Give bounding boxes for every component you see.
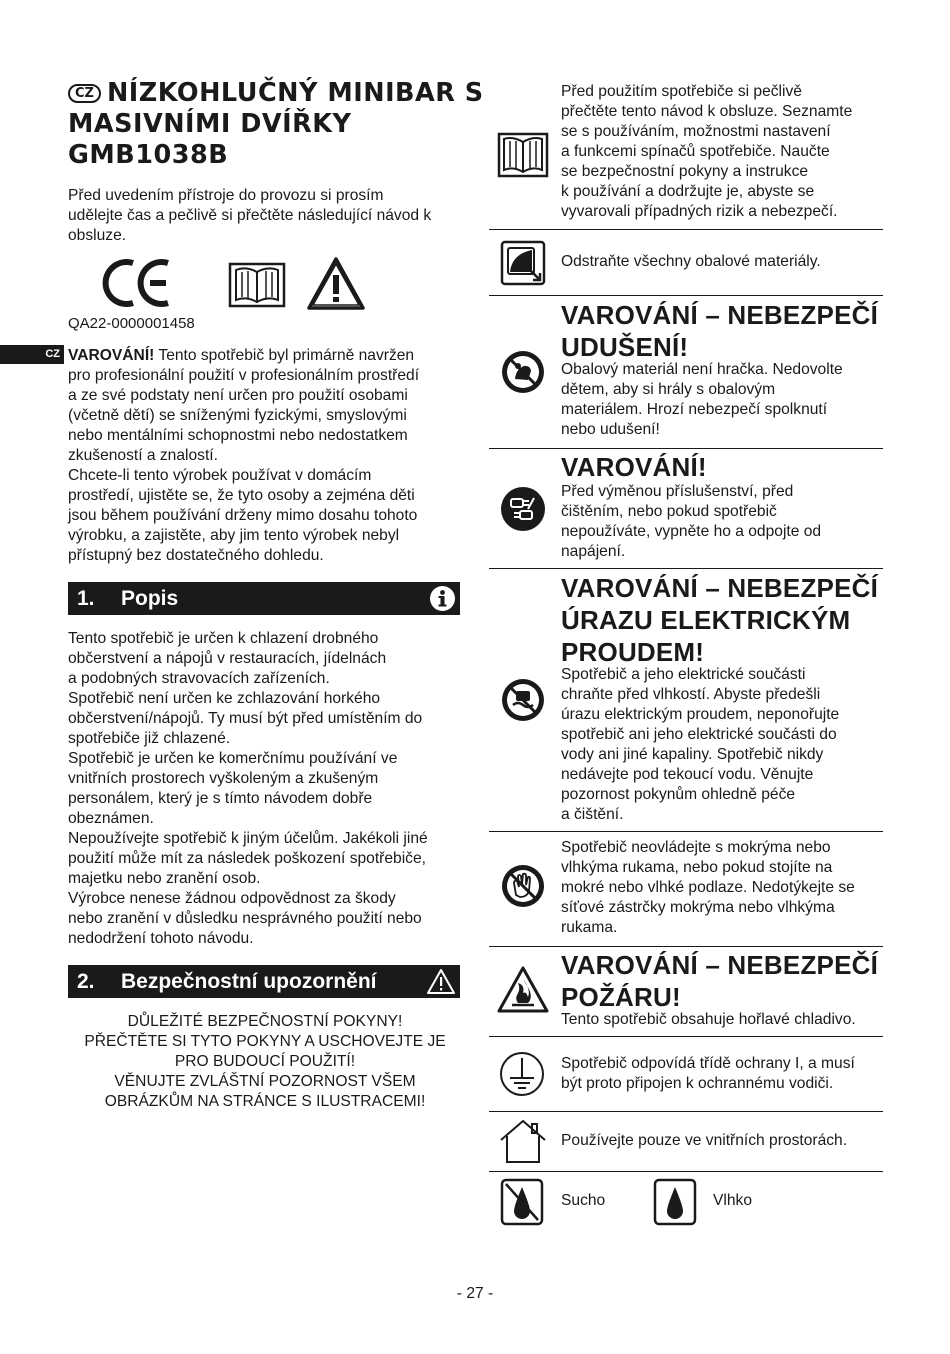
page-number: - 27 - xyxy=(456,1285,494,1302)
divider xyxy=(489,1111,883,1112)
document-code: QA22-0000001458 xyxy=(68,315,195,332)
unplug-text: Před výměnou příslušenství, před čištěním, nebo pokud spotřebič nepoužíváte, vypněte ho a odpojte od napájení. xyxy=(561,483,822,560)
ground-icon xyxy=(499,1051,545,1097)
wet-label: Vlhko xyxy=(713,1192,753,1209)
divider xyxy=(489,1171,883,1172)
section-1-body: Tento spotřebič je určen k chlazení drobného občerstvení a nápojů v restauracích, jídelnách a podobných stravovacích zařízeních. Spotřebič není určen ke zchlazování horkého občerstvení/nápojů. Ty musí být před umístěním do spotřebiče již chlazené. Spotřebič je určen ke komerčnímu používání ve vnitřních prostorech vyškoleným a zkušeným personálem, který je s tímto návodem dobře obeznámen. Nepoužívejte spotřebič k jiným účelům. Jakékoli jiné použití může mít za následek poškození spotřebiče, majetku nebo zranění osob. Výrobce nenese žádnou odpovědnost za škody nebo zranění v důsledku nesprávného použití nebo nedodržení tohoto návodu. xyxy=(68,630,428,947)
info-icon xyxy=(429,585,456,612)
divider xyxy=(489,1036,883,1037)
warning-first-line: Tento spotřebič byl primárně navržen xyxy=(154,347,415,364)
remove-packaging-icon xyxy=(500,240,546,286)
suffocation-text: Obalový materiál není hračka. Nedovolte dětem, aby si hrály s obalovým materiálem. Hrozí nebezpečí spolknutí nebo udušení! xyxy=(561,361,843,438)
warning-triangle-icon xyxy=(306,256,366,312)
suffocation-heading: VAROVÁNÍ – NEBEZPEČÍ UDUŠENÍ! xyxy=(561,300,879,362)
no-children-packaging-icon xyxy=(500,349,546,395)
wet-hands-text: Spotřebič neovládejte s mokrýma nebo vlhkýma rukama, nebo pokud stojíte na mokré nebo vlhké podlaze. Nedotýkejte se síťové zástrčky mokrýma nebo vlhkýma rukama. xyxy=(561,839,855,936)
indoor-use-icon xyxy=(497,1118,549,1164)
no-water-immersion-icon xyxy=(500,677,546,723)
unplug-heading: VAROVÁNÍ! xyxy=(561,452,707,482)
flammable-icon xyxy=(496,965,550,1015)
indoor-text: Používejte pouze ve vnitřních prostorách. xyxy=(561,1132,848,1149)
divider xyxy=(489,568,883,569)
section-1-number: 1. xyxy=(77,587,95,610)
packaging-text: Odstraňte všechny obalové materiály. xyxy=(561,253,821,270)
left-warning xyxy=(68,346,468,566)
intro-text: Před uvedením přístroje do provozu si prosím udělejte čas a pečlivě si přečtěte následující návod k obsluze. xyxy=(68,187,432,244)
electric-heading: VAROVÁNÍ – NEBEZPEČÍ ÚRAZU ELEKTRICKÝM PROUDEM! xyxy=(561,573,879,667)
section-1-header xyxy=(68,582,460,615)
manual-icon xyxy=(228,262,286,308)
manual-icon xyxy=(497,132,549,178)
ground-text: Spotřebič odpovídá třídě ochrany I, a musí být proto připojen k ochrannému vodiči. xyxy=(561,1055,855,1092)
ce-mark-icon xyxy=(100,258,176,308)
title-text: NÍZKOHLUČNÝ MINIBAR S MASIVNÍMI DVÍŘKY GMB1038B xyxy=(68,78,484,170)
section-2-number: 2. xyxy=(77,970,95,993)
divider xyxy=(489,448,883,449)
warning-outline-icon xyxy=(426,968,456,995)
fire-heading: VAROVÁNÍ – NEBEZPEČÍ POŽÁRU! xyxy=(561,950,879,1012)
fire-text: Tento spotřebič obsahuje hořlavé chladivo. xyxy=(561,1011,856,1028)
safety-notice: DŮLEŽITÉ BEZPEČNOSTNÍ POKYNY! PŘEČTĚTE SI TYTO POKYNY A USCHOVEJTE JE PRO BUDOUCÍ POUŽITÍ! VĚNUJTE ZVLÁŠTNÍ POZORNOST VŠEM OBRÁZKŮM NA STRÁNCE S ILUSTRACEMI! xyxy=(84,1013,446,1110)
page-title xyxy=(68,78,484,171)
dry-label: Sucho xyxy=(561,1192,606,1209)
divider xyxy=(489,295,883,296)
divider xyxy=(489,831,883,832)
warning-body: pro profesionální použití v profesionálním prostředí a ze své podstaty není určen pro použití osobami (včetně dětí) se sníženými fyzickými, smyslovými nebo mentálními schopnostmi nebo nedostatkem zkušeností a znalostí. Chcete-li tento výrobek používat v domácím prostředí, ujistěte se, že tyto osoby a zejména děti jsou během používání drženy mimo dosahu tohoto výrobku, a zajistěte, aby jim tento výrobek nebyl přístupný bez dostatečného dohledu. xyxy=(68,367,420,564)
language-badge: CZ xyxy=(68,84,101,103)
divider xyxy=(489,229,883,230)
no-wet-hands-icon xyxy=(500,863,546,909)
side-language-tab: CZ xyxy=(0,345,64,364)
section-2-header xyxy=(68,965,460,998)
warning-label: VAROVÁNÍ! xyxy=(68,347,155,364)
divider xyxy=(489,946,883,947)
unplug-icon xyxy=(500,486,546,532)
electric-text: Spotřebič a jeho elektrické součásti chraňte před vlhkostí. Abyste předešli úrazu elektrickým proudem, neponořujte spotřebič ani jeho elektrické součásti do vody ani jiné kapaliny. Spotřebič nikdy nedávejte pod tekoucí vodu. Věnujte pozornost pokynům ohledně péče a čištění. xyxy=(561,666,840,823)
section-1-title: Popis xyxy=(121,587,179,610)
dry-environment-icon xyxy=(500,1178,544,1226)
wet-environment-icon xyxy=(653,1178,697,1226)
read-manual-text: Před použitím spotřebiče si pečlivě přečtěte tento návod k obsluze. Seznamte se s používáním, možnostmi nastavení a funkcemi spínačů spotřebiče. Naučte se bezpečnostní pokyny a instrukce k používání a dodržujte je, abyste se vyvarovali případných rizik a nebezpečí. xyxy=(561,83,853,220)
section-2-title: Bezpečnostní upozornění xyxy=(121,970,377,993)
